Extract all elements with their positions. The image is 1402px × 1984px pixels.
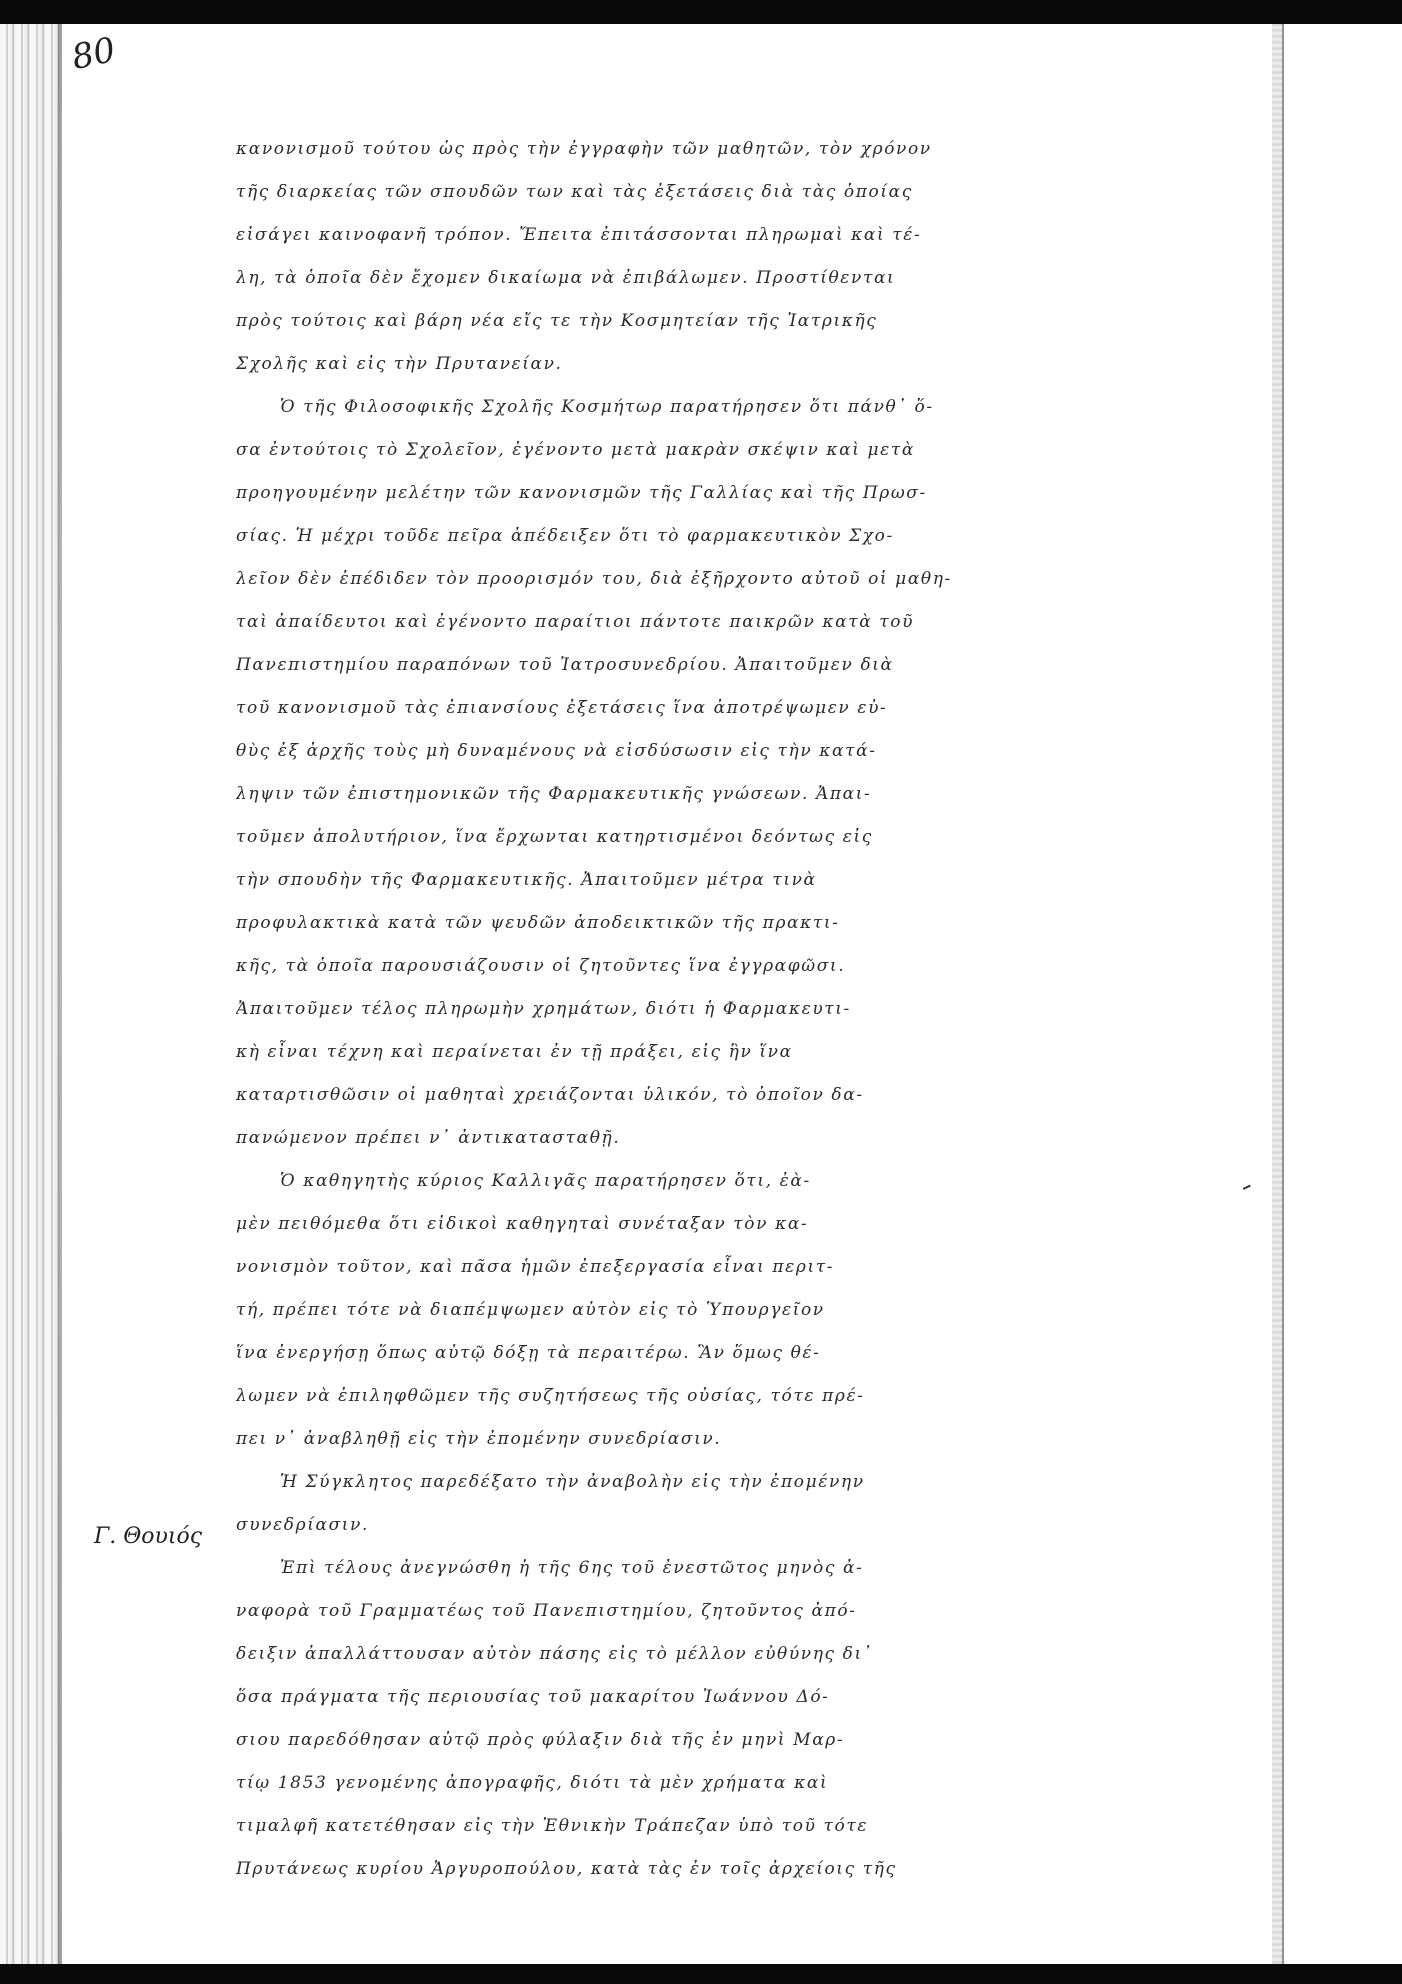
- text-line: θὺς ἐξ ἀρχῆς τοὺς μὴ δυναμένους νὰ εἰσδύσωσιν εἰς τὴν κατά-: [236, 741, 877, 761]
- text-line: κανονισμοῦ τούτου ὡς πρὸς τὴν ἐγγραφὴν τῶν μαθητῶν, τὸν χρόνον: [236, 139, 932, 159]
- binding-shadow: [58, 24, 62, 1964]
- text-line: ταὶ ἀπαίδευτοι καὶ ἐγένοντο παραίτιοι πάντοτε παικρῶν κατὰ τοῦ: [236, 612, 915, 632]
- page-right-edge-line: [1282, 24, 1284, 1964]
- text-line: Ἀπαιτοῦμεν τέλος πληρωμὴν χρημάτων, διότι ἡ Φαρμακευτι-: [236, 999, 851, 1019]
- text-line: νονισμὸν τοῦτον, καὶ πᾶσα ἡμῶν ἐπεξεργασία εἶναι περιτ-: [236, 1257, 835, 1277]
- text-line: ὅσα πράγματα τῆς περιουσίας τοῦ μακαρίτου Ἰωάννου Δό-: [236, 1687, 830, 1707]
- text-line: τοῦ κανονισμοῦ τὰς ἐπιανσίους ἐξετάσεις ἵνα ἀποτρέψωμεν εὐ-: [236, 698, 888, 718]
- manuscript-text: [236, 128, 1054, 1891]
- text-line: τῆς διαρκείας τῶν σπουδῶν των καὶ τὰς ἐξετάσεις διὰ τὰς ὁποίας: [236, 182, 913, 202]
- text-line: Σχολῆς καὶ εἰς τὴν Πρυτανείαν.: [236, 354, 563, 374]
- text-line: λωμεν νὰ ἐπιληφθῶμεν τῆς συζητήσεως τῆς οὐσίας, τότε πρέ-: [236, 1386, 865, 1406]
- text-line: πανώμενον πρέπει ν᾿ ἀντικατασταθῇ.: [236, 1128, 621, 1148]
- text-line: ναφορὰ τοῦ Γραμματέως τοῦ Πανεπιστημίου, ζητοῦντος ἀπό-: [236, 1601, 857, 1621]
- text-line: συνεδρίασιν.: [236, 1515, 369, 1535]
- text-line: προφυλακτικὰ κατὰ τῶν ψευδῶν ἀποδεικτικῶν τῆς πρακτι-: [236, 913, 840, 933]
- text-line: Ἡ Σύγκλητος παρεδέξατο τὴν ἀναβολὴν εἰς τὴν ἐπομένην: [280, 1472, 865, 1492]
- text-line: πρὸς τούτοις καὶ βάρη νέα εἴς τε τὴν Κοσμητείαν τῆς Ἰατρικῆς: [236, 311, 878, 331]
- text-line: σα ἐντούτοις τὸ Σχολεῖον, ἐγένοντο μετὰ μακρὰν σκέψιν καὶ μετὰ: [236, 440, 915, 460]
- margin-note: Γ. Θουιός: [94, 1524, 203, 1549]
- text-line: σιου παρεδόθησαν αὐτῷ πρὸς φύλαξιν διὰ τῆς ἐν μηνὶ Μαρ-: [236, 1730, 845, 1750]
- text-line: καταρτισθῶσιν οἱ μαθηταὶ χρειάζονται ὑλικόν, τὸ ὁποῖον δα-: [236, 1085, 864, 1105]
- text-line: Ἐπὶ τέλους ἀνεγνώσθη ἡ τῆς 6ης τοῦ ἐνεστῶτος μηνὸς ἀ-: [280, 1558, 864, 1578]
- text-line: ἵνα ἐνεργήσῃ ὅπως αὐτῷ δόξῃ τὰ περαιτέρω. Ἂν ὅμως θέ-: [236, 1343, 821, 1363]
- text-line: κῆς, τὰ ὁποῖα παρουσιάζουσιν οἱ ζητοῦντες ἵνα ἐγγραφῶσι.: [236, 956, 846, 976]
- text-line: μὲν πειθόμεθα ὅτι εἰδικοὶ καθηγηταὶ συνέταξαν τὸν κα-: [236, 1214, 809, 1234]
- text-line: Πρυτάνεως κυρίου Ἀργυροπούλου, κατὰ τὰς ἐν τοῖς ἀρχείοις τῆς: [236, 1859, 897, 1879]
- text-line: δειξιν ἀπαλλάττουσαν αὐτὸν πάσης εἰς τὸ μέλλον εὐθύνης δι᾿: [236, 1644, 873, 1664]
- text-line: προηγουμένην μελέτην τῶν κανονισμῶν τῆς Γαλλίας καὶ τῆς Πρωσ-: [236, 483, 927, 503]
- text-line: λη, τὰ ὁποῖα δὲν ἔχομεν δικαίωμα νὰ ἐπιβάλωμεν. Προστίθενται: [236, 268, 896, 288]
- text-line: τοῦμεν ἀπολυτήριον, ἵνα ἔρχωνται κατηρτισμένοι δεόντως εἰς: [236, 827, 873, 847]
- text-line: κὴ εἶναι τέχνη καὶ περαίνεται ἐν τῇ πράξει, εἰς ἣν ἵνα: [236, 1042, 793, 1062]
- text-line: ληψιν τῶν ἐπιστημονικῶν τῆς Φαρμακευτικῆς γνώσεων. Ἀπαι-: [236, 784, 872, 804]
- text-line: σίας. Ἡ μέχρι τοῦδε πεῖρα ἀπέδειξεν ὅτι τὸ φαρμακευτικὸν Σχο-: [236, 526, 894, 546]
- text-line: εἰσάγει καινοφανῆ τρόπον. Ἔπειτα ἐπιτάσσονται πληρωμαὶ καὶ τέ-: [236, 225, 922, 245]
- page-number: 80: [68, 29, 119, 79]
- text-line: Ὁ τῆς Φιλοσοφικῆς Σχολῆς Κοσμήτωρ παρατήρησεν ὅτι πάνθ᾿ ὅ-: [280, 397, 934, 417]
- text-line: Πανεπιστημίου παραπόνων τοῦ Ἰατροσυνεδρίου. Ἀπαιτοῦμεν διὰ: [236, 655, 894, 675]
- page-binding-edge: [0, 24, 60, 1964]
- text-line: πει ν᾿ ἀναβληθῇ εἰς τὴν ἐπομένην συνεδρίασιν.: [236, 1429, 722, 1449]
- scan-bottom-border: [0, 1964, 1402, 1984]
- text-line: λεῖον δὲν ἐπέδιδεν τὸν προορισμόν του, διὰ ἐξῆρχοντο αὐτοῦ οἱ μαθη-: [236, 569, 952, 589]
- text-line: τή, πρέπει τότε νὰ διαπέμψωμεν αὐτὸν εἰς τὸ Ὑπουργεῖον: [236, 1300, 825, 1320]
- scan-top-border: [0, 0, 1402, 24]
- text-line: τίῳ 1853 γενομένης ἀπογραφῆς, διότι τὰ μὲν χρήματα καὶ: [236, 1773, 829, 1793]
- text-line: Ὁ καθηγητὴς κύριος Καλλιγᾶς παρατήρησεν ὅτι, ἐὰ-: [280, 1171, 811, 1191]
- ink-mark: [1243, 1185, 1254, 1196]
- text-line: τὴν σπουδὴν τῆς Φαρμακευτικῆς. Ἀπαιτοῦμεν μέτρα τινὰ: [236, 870, 817, 890]
- text-line: τιμαλφῆ κατετέθησαν εἰς τὴν Ἐθνικὴν Τράπεζαν ὑπὸ τοῦ τότε: [236, 1816, 869, 1836]
